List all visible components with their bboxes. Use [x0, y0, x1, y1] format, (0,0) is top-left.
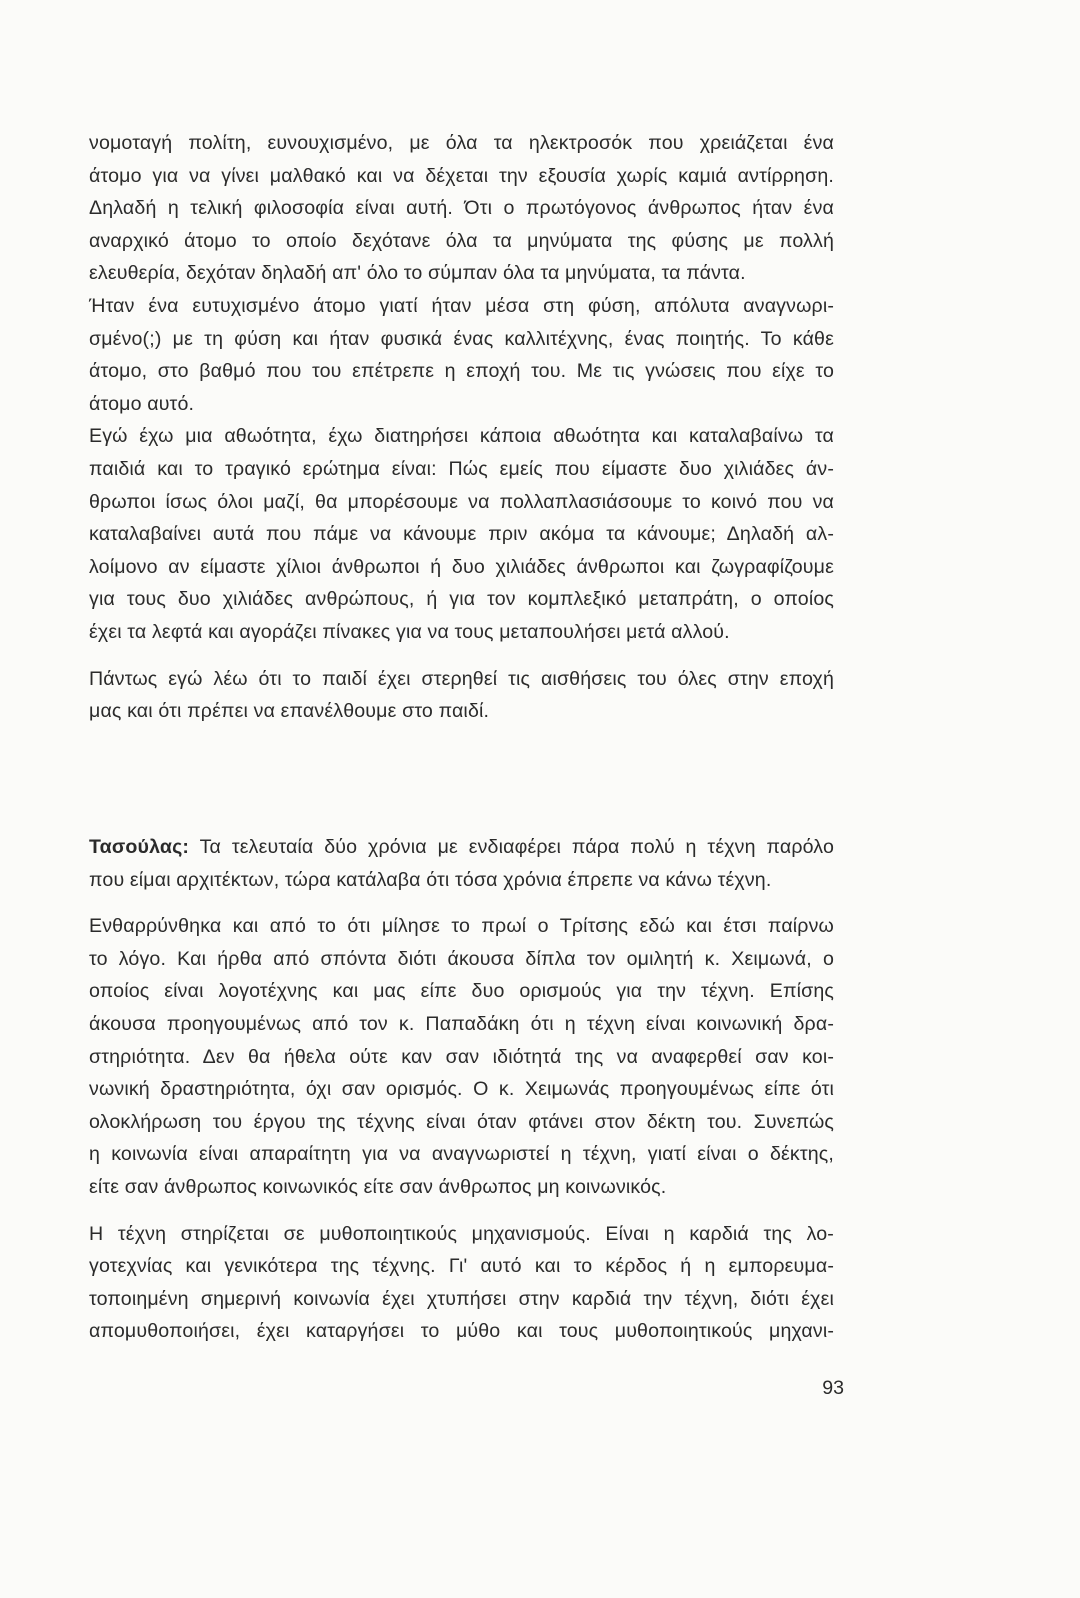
- text-line: νομοταγή πολίτη, ευνουχισμένο, με όλα τα ηλεκτροσόκ που χρειάζεται ένα: [89, 132, 834, 154]
- speaker-name: Τασούλας:: [89, 836, 190, 858]
- text-line: άτομο για να γίνει μαλθακό και να δέχεται την εξουσία χωρίς καμιά αντίρρηση.: [89, 164, 834, 187]
- text-line: θρωποι ίσως όλοι μαζί, θα μπορέσουμε να πολλαπλασιάσουμε το κοινό που να: [89, 490, 834, 513]
- text-line: [89, 831, 834, 864]
- paragraph-spacer: [89, 1204, 834, 1218]
- speaker-paragraph: [89, 831, 834, 896]
- text-line: το λόγο. Και ήρθα από σπόντα διότι άκουσα δίπλα τον ομιλητή κ. Χειμωνά, ο: [89, 947, 834, 970]
- text-line: στηριότητα. Δεν θα ήθελα ούτε καν σαν ιδιότητά της να αναφερθεί σαν κοι-: [89, 1045, 834, 1068]
- text-line: Δηλαδή η τελική φιλοσοφία είναι αυτή. Ότι ο πρωτόγονος άνθρωπος ήταν ένα: [89, 197, 834, 220]
- paragraph-spacer: [89, 649, 834, 663]
- text-line: είτε σαν άνθρωπος κοινωνικός είτε σαν άνθρωπος μη κοινωνικός.: [89, 1175, 667, 1198]
- speaker-text: Τα τελευταία δύο χρόνια με ενδιαφέρει πάρα πολύ η τέχνη παρόλο: [189, 836, 834, 858]
- paragraph-3: [89, 663, 834, 728]
- text-line: λοίμονο αν είμαστε χίλιοι άνθρωποι ή δυο χιλιάδες άνθρωποι και ζωγραφίζουμε: [89, 555, 834, 578]
- text-line: Εγώ έχω μια αθωότητα, έχω διατηρήσει κάποια αθωότητα και καταλαβαίνω τα: [89, 425, 834, 448]
- text-line: τοποιημένη σημερινή κοινωνία έχει χτυπήσει στην καρδιά την τέχνη, διότι έχει: [89, 1287, 834, 1310]
- text-section-1: [89, 127, 834, 728]
- text-line: σμένο(;) με τη φύση και ήταν φυσικά ένας καλλιτέχνης, ένας ποιητής. Το κάθε: [89, 327, 834, 350]
- paragraph-spacer: [89, 896, 834, 910]
- text-line: καταλαβαίνει αυτά που πάμε να κάνουμε πριν ακόμα τα κάνουμε; Δηλαδή αλ-: [89, 523, 834, 546]
- text-line: η κοινωνία είναι απαραίτητη για να αναγνωριστεί η τέχνη, γιατί είναι ο δέκτης,: [89, 1143, 834, 1166]
- text-line: που είμαι αρχιτέκτων, τώρα κατάλαβα ότι τόσα χρόνια έπρεπε να κάνω τέχνη.: [89, 868, 772, 891]
- text-section-2: [89, 831, 834, 1348]
- page-number: 93: [822, 1377, 844, 1399]
- text-line: αναρχικό άτομο το οποίο δεχότανε όλα τα μηνύματα της φύσης με πολλή: [89, 229, 834, 252]
- text-line: ολοκλήρωση του έργου της τέχνης είναι όταν φτάνει στον δέκτη του. Συνεπώς: [89, 1110, 834, 1133]
- text-line: νωνική δραστηριότητα, όχι σαν ορισμός. Ο κ. Χειμωνάς προηγουμένως είπε ότι: [89, 1078, 834, 1101]
- text-line: άτομο αυτό.: [89, 392, 195, 415]
- text-line: για τους δυο χιλιάδες ανθρώπους, ή για τον κομπλεξικό μεταπράτη, ο οποίος: [89, 588, 834, 611]
- text-line: Ενθαρρύνθηκα και από το ότι μίλησε το πρωί ο Τρίτσης εδώ και έτσι παίρνω: [89, 915, 834, 938]
- text-line: Η τέχνη στηρίζεται σε μυθοποιητικούς μηχανισμούς. Είναι η καρδιά της λο-: [89, 1222, 834, 1245]
- text-line: Πάντως εγώ λέω ότι το παιδί έχει στερηθεί τις αισθήσεις του όλες στην εποχή: [89, 667, 834, 690]
- paragraph-2: [89, 420, 834, 648]
- paragraph-1: [89, 127, 834, 420]
- text-line: άκουσα προηγουμένως από τον κ. Παπαδάκη ότι η τέχνη είναι κοινωνική δρα-: [89, 1012, 834, 1035]
- text-line: γοτεχνίας και γενικότερα της τέχνης. Γι' αυτό και το κέρδος ή η εμπορευμα-: [89, 1255, 834, 1278]
- text-line: άτομο, στο βαθμό που του επέτρεπε η εποχή του. Με τις γνώσεις που είχε το: [89, 360, 834, 383]
- text-line: μας και ότι πρέπει να επανέλθουμε στο παιδί.: [89, 700, 490, 723]
- text-line: παιδιά και το τραγικό ερώτημα είναι: Πώς εμείς που είμαστε δυο χιλιάδες άν-: [89, 457, 834, 480]
- text-line: έχει τα λεφτά και αγοράζει πίνακες για να τους μεταπουλήσει μετά αλλού.: [89, 620, 730, 643]
- paragraph-4: [89, 910, 834, 1203]
- paragraph-5: [89, 1218, 834, 1348]
- text-line: ελευθερία, δεχόταν δηλαδή απ' όλο το σύμπαν όλα τα μηνύματα, τα πάντα.: [89, 262, 746, 285]
- text-line: απομυθοποιήσει, έχει καταργήσει το μύθο και τους μυθοποιητικούς μηχανι-: [89, 1320, 834, 1343]
- text-line: οποίος είναι λογοτέχνης και μας είπε δυο ορισμούς για την τέχνη. Επίσης: [89, 980, 834, 1003]
- text-line: Ήταν ένα ευτυχισμένο άτομο γιατί ήταν μέσα στη φύση, απόλυτα αναγνωρι-: [89, 294, 834, 317]
